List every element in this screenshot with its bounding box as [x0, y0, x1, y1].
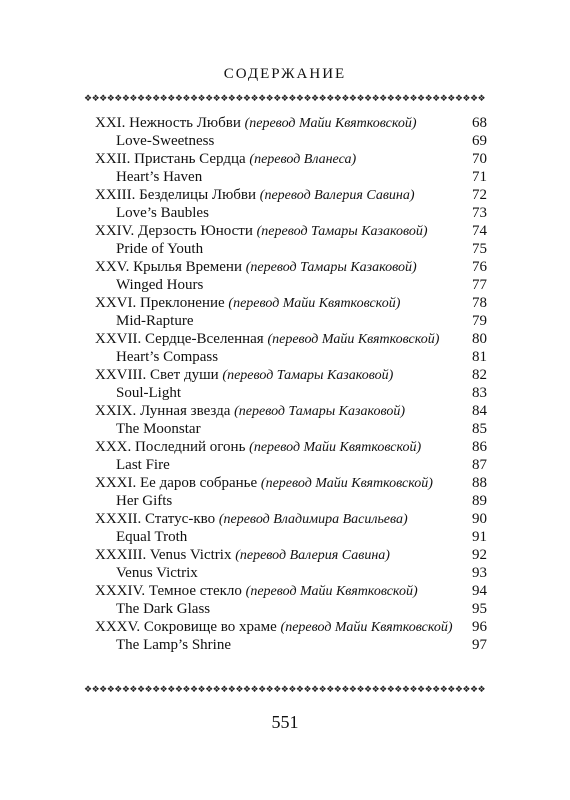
toc-entry-title-text: Mid-Rapture	[116, 313, 194, 329]
toc-entry-page: 73	[472, 205, 487, 221]
toc-entry-title-text: Soul-Light	[116, 385, 182, 401]
toc-entry-title	[116, 204, 209, 222]
toc-entry-translator: (перевод Тамары Казаковой)	[256, 224, 428, 239]
toc-entry-title-text: Heart’s Haven	[116, 169, 203, 185]
toc-entry-title	[116, 168, 202, 186]
toc-entry	[95, 204, 487, 222]
toc-entry-title-text: XXVIII. Свет души	[95, 367, 223, 383]
toc-entry-page: 80	[472, 331, 487, 347]
toc-entry-page: 96	[472, 619, 487, 635]
toc-entry	[95, 312, 487, 330]
toc-entry-title	[95, 546, 390, 565]
toc-entry-page: 68	[472, 115, 487, 131]
toc-entry-translator: (перевод Майи Квятковской)	[267, 332, 440, 347]
toc-entry	[95, 240, 487, 258]
toc-entry-title	[116, 276, 203, 294]
toc-entry-title	[116, 564, 198, 582]
toc-entry-title-text: XXIV. Дерзость Юности	[95, 223, 257, 239]
toc-entry	[95, 150, 487, 168]
toc-entry-title	[95, 330, 439, 349]
table-of-contents	[95, 114, 487, 654]
toc-entry-title	[95, 438, 421, 457]
toc-entry-title	[116, 636, 231, 654]
toc-entry-page: 95	[472, 601, 487, 617]
toc-entry-title-text: Equal Troth	[116, 529, 188, 545]
toc-entry-title-text: XXV. Крылья Времени	[95, 259, 246, 275]
toc-entry-title-text: Love-Sweetness	[116, 133, 215, 149]
toc-entry-title	[95, 294, 400, 313]
toc-entry	[95, 564, 487, 582]
toc-entry-title-text: XXXII. Статус-кво	[95, 511, 219, 527]
toc-entry-page: 90	[472, 511, 487, 527]
toc-entry-title-text: XXXIV. Темное стекло	[95, 583, 246, 599]
toc-entry-title-text: XXII. Пристань Сердца	[95, 151, 250, 167]
toc-entry-page: 97	[472, 637, 487, 653]
toc-entry-title	[95, 150, 356, 169]
toc-entry-title-text: XXIX. Лунная звезда	[95, 403, 235, 419]
toc-entry-translator: (перевод Тамары Казаковой)	[234, 404, 406, 419]
toc-entry-page: 86	[472, 439, 487, 455]
toc-entry	[95, 258, 487, 276]
toc-entry-title	[116, 132, 214, 150]
toc-entry-title-text: Venus Victrix	[116, 565, 198, 581]
page-number: 551	[271, 712, 299, 732]
toc-entry	[95, 420, 487, 438]
toc-entry-title	[95, 366, 393, 385]
toc-entry-title-text: XXXV. Сокровище во храме	[95, 619, 281, 635]
toc-entry-title	[116, 492, 172, 510]
toc-entry-title-text: XXI. Нежность Любви	[95, 115, 245, 131]
toc-entry	[95, 402, 487, 420]
toc-entry-title	[95, 510, 408, 529]
toc-entry	[95, 168, 487, 186]
toc-entry	[95, 618, 487, 636]
toc-entry-title-text: XXXIII. Venus Victrix	[95, 547, 236, 563]
toc-entry-translator: (перевод Вланеса)	[249, 152, 357, 167]
toc-entry-title	[95, 474, 433, 493]
toc-entry	[95, 582, 487, 600]
toc-entry-title-text: Winged Hours	[116, 277, 204, 293]
toc-entry	[95, 528, 487, 546]
toc-entry-title	[95, 114, 417, 133]
section-title: СОДЕРЖАНИЕ	[223, 66, 347, 82]
toc-entry-title	[95, 222, 428, 241]
toc-entry-page: 70	[472, 151, 487, 167]
toc-entry-title	[116, 528, 187, 546]
toc-entry-page: 74	[472, 223, 487, 239]
toc-entry	[95, 456, 487, 474]
toc-entry-title-text: Her Gifts	[116, 493, 173, 509]
toc-entry-title	[116, 240, 203, 258]
toc-entry	[95, 474, 487, 492]
toc-entry-page: 82	[472, 367, 487, 383]
toc-entry-page: 78	[472, 295, 487, 311]
toc-entry-page: 94	[472, 583, 487, 599]
toc-entry-title-text: The Moonstar	[116, 421, 201, 437]
toc-entry-title-text: XXX. Последний огонь	[95, 439, 250, 455]
toc-entry-title	[95, 186, 415, 205]
toc-entry-page: 93	[472, 565, 487, 581]
toc-entry-translator: (перевод Тамары Казаковой)	[222, 368, 394, 383]
toc-entry-title	[95, 258, 417, 277]
toc-entry	[95, 438, 487, 456]
toc-entry-page: 75	[472, 241, 487, 257]
toc-entry	[95, 222, 487, 240]
toc-entry-page: 88	[472, 475, 487, 491]
toc-entry-title	[116, 456, 170, 474]
toc-entry-page: 91	[472, 529, 487, 545]
toc-entry-page: 72	[472, 187, 487, 203]
toc-entry	[95, 492, 487, 510]
toc-entry	[95, 348, 487, 366]
ornament-divider-bottom: ❖❖❖❖❖❖❖❖❖❖❖❖❖❖❖❖❖❖❖❖❖❖❖❖❖❖❖❖❖❖❖❖❖❖❖❖❖❖❖❖❖❖❖❖❖❖❖❖❖❖❖❖❖	[84, 685, 486, 695]
toc-entry-translator: (перевод Валерия Савина)	[259, 188, 415, 203]
toc-entry-title	[116, 420, 201, 438]
toc-entry-translator: (перевод Валерия Савина)	[235, 548, 390, 563]
toc-entry	[95, 330, 487, 348]
toc-entry-title-text: Love’s Baubles	[116, 205, 209, 221]
toc-entry-page: 85	[472, 421, 487, 437]
toc-entry-translator: (перевод Майи Квятковской)	[260, 476, 433, 491]
toc-entry	[95, 132, 487, 150]
toc-entry-title	[116, 348, 218, 366]
toc-entry-page: 79	[472, 313, 487, 329]
toc-entry-translator: (перевод Майи Квятковской)	[280, 620, 453, 635]
toc-entry	[95, 294, 487, 312]
toc-entry	[95, 636, 487, 654]
toc-entry	[95, 384, 487, 402]
toc-entry	[95, 600, 487, 618]
toc-entry-page: 77	[472, 277, 487, 293]
toc-entry-title	[116, 384, 181, 402]
toc-entry-translator: (перевод Тамары Казаковой)	[245, 260, 417, 275]
toc-entry-page: 83	[472, 385, 487, 401]
toc-entry-translator: (перевод Майи Квятковской)	[249, 440, 422, 455]
toc-entry-title-text: Last Fire	[116, 457, 170, 473]
toc-entry	[95, 510, 487, 528]
toc-entry-page: 87	[472, 457, 487, 473]
toc-entry-page: 81	[472, 349, 487, 365]
toc-entry	[95, 366, 487, 384]
toc-entry-title-text: The Lamp’s Shrine	[116, 637, 231, 653]
toc-entry-page: 89	[472, 493, 487, 509]
toc-entry-title-text: XXVI. Преклонение	[95, 295, 229, 311]
toc-entry-translator: (перевод Майи Квятковской)	[228, 296, 401, 311]
toc-entry-title-text: XXIII. Безделицы Любви	[95, 187, 260, 203]
toc-entry-title-text: Pride of Youth	[116, 241, 204, 257]
toc-entry	[95, 276, 487, 294]
toc-entry	[95, 114, 487, 132]
toc-entry-title	[95, 582, 418, 601]
toc-entry-translator: (перевод Майи Квятковской)	[244, 116, 417, 131]
toc-entry-translator: (перевод Владимира Васильева)	[218, 512, 408, 527]
toc-entry-title	[95, 618, 453, 637]
toc-entry-page: 69	[472, 133, 487, 149]
toc-entry-title-text: Heart’s Compass	[116, 349, 219, 365]
toc-entry-translator: (перевод Майи Квятковской)	[245, 584, 418, 599]
toc-entry-page: 92	[472, 547, 487, 563]
toc-entry-title-text: XXXI. Ее даров собранье	[95, 475, 261, 491]
toc-entry-title-text: XXVII. Сердце-Вселенная	[95, 331, 268, 347]
toc-entry	[95, 186, 487, 204]
toc-entry-title-text: The Dark Glass	[116, 601, 211, 617]
toc-entry-title	[116, 600, 210, 618]
toc-entry	[95, 546, 487, 564]
toc-entry-title	[95, 402, 405, 421]
toc-entry-title	[116, 312, 193, 330]
toc-entry-page: 84	[472, 403, 487, 419]
toc-entry-page: 71	[472, 169, 487, 185]
ornament-divider-top: ❖❖❖❖❖❖❖❖❖❖❖❖❖❖❖❖❖❖❖❖❖❖❖❖❖❖❖❖❖❖❖❖❖❖❖❖❖❖❖❖❖❖❖❖❖❖❖❖❖❖❖❖❖	[84, 94, 486, 104]
toc-entry-page: 76	[472, 259, 487, 275]
